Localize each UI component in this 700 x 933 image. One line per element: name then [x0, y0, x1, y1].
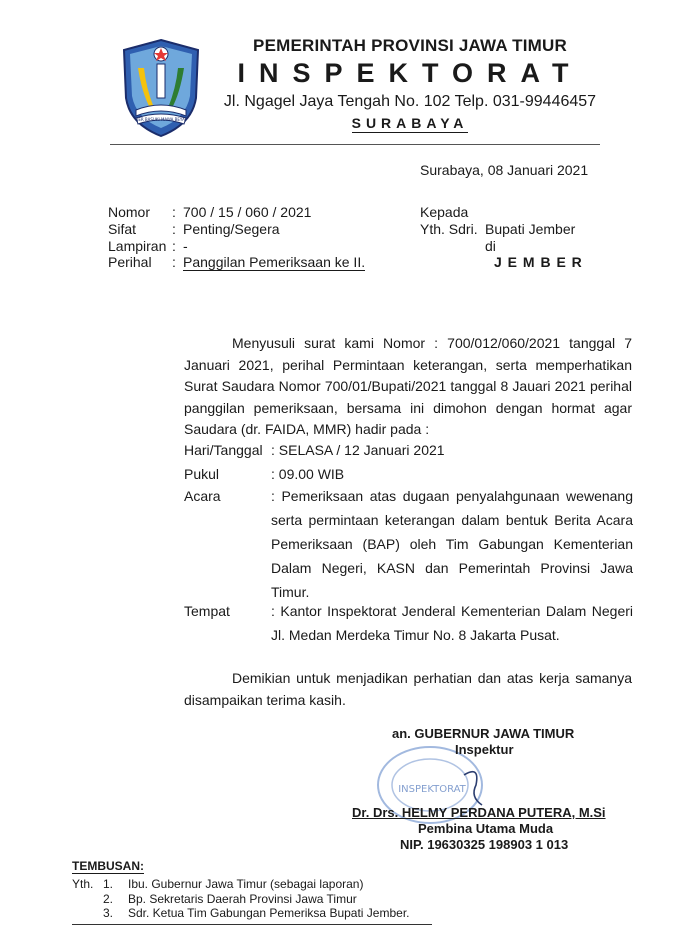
lampiran-label: Lampiran [108, 238, 167, 254]
tembusan-num: 2. [103, 892, 114, 906]
sifat-colon: : [172, 221, 176, 237]
signatory-rank: Pembina Utama Muda [418, 821, 554, 836]
perihal-value: Panggilan Pemeriksaan ke II. [183, 254, 366, 270]
tembusan-item: Sdr. Ketua Tim Gabungan Pemeriksa Bupati Jember. [128, 906, 410, 920]
tembusan-item: Ibu. Gubernur Jawa Timur (sebagai laporan) [128, 877, 364, 891]
pukul-label: Pukul [184, 466, 220, 482]
nomor-label: Nomor [108, 204, 151, 220]
svg-text:JER BASUKI MAWA BEYA: JER BASUKI MAWA BEYA [137, 117, 185, 122]
tembusan-title: TEMBUSAN: [72, 859, 144, 873]
tembusan-yth: Yth. [72, 877, 94, 891]
sign-on-behalf: an. GUBERNUR JAWA TIMUR [392, 726, 575, 741]
letterhead-address: Jl. Ngagel Jaya Tengah No. 102 Telp. 031-99446457 [223, 93, 597, 110]
recipient-kepada: Kepada [420, 204, 469, 220]
nomor-colon: : [172, 204, 176, 220]
sifat-value: Penting/Segera [183, 221, 280, 237]
hari-label: Hari/Tanggal [184, 442, 263, 458]
letterhead-agency: INSPEKTORAT [237, 58, 583, 88]
signatory-nip: NIP. 19630325 198903 1 013 [400, 837, 569, 852]
acara-label: Acara [184, 488, 221, 504]
recipient-yth: Yth. Sdri. [420, 221, 478, 237]
tembusan-underline [72, 924, 432, 925]
provincial-crest-logo [120, 38, 202, 138]
lampiran-value: - [183, 238, 188, 254]
sifat-label: Sifat [108, 221, 137, 237]
letterhead-city: SURABAYA [351, 115, 469, 131]
body-intro-paragraph: Menyusuli surat kami Nomor : 700/012/060/2021 tanggal 7 Januari 2021, perihal Permintaan keterangan, serta memperhatikan Surat Saudara Nomor 700/01/Bupati/2021 tanggal 8 Jauari 2021 perihal panggilan pemeriksaan, bersama ini dimohon dengan hormat agar Saudara (dr. FAIDA, MMR) hadir pada : [184, 335, 632, 437]
tembusan-item: Bp. Sekretaris Daerah Provinsi Jawa Timur [128, 892, 357, 906]
tembusan-num: 1. [103, 877, 114, 891]
recipient-name: Bupati Jember [485, 221, 576, 237]
perihal-label: Perihal [108, 254, 152, 270]
perihal-colon: : [172, 254, 176, 270]
lampiran-colon: : [172, 238, 176, 254]
sign-role: Inspektur [455, 742, 514, 757]
letterhead-divider [110, 144, 600, 145]
tembusan-num: 3. [103, 906, 114, 920]
acara-value: : Pemeriksaan atas dugaan penyalahgunaan wewenang serta permintaan keterangan dalam bentuk Berita Acara Pemeriksaan (BAP) oleh Tim Gabungan Kementerian Dalam Negeri, KASN dan Pemerintah Provinsi Jawa Timur. [271, 488, 633, 600]
tempat-label: Tempat [184, 603, 230, 619]
recipient-place: J E M B E R [494, 254, 583, 270]
recipient-di: di [485, 238, 496, 254]
signatory-name: Dr. Drs. HELMY PERDANA PUTERA, M.Si [352, 805, 606, 820]
hari-value: : SELASA / 12 Januari 2021 [271, 442, 445, 458]
svg-text:INSPEKTORAT: INSPEKTORAT [398, 784, 466, 795]
letterhead-government: PEMERINTAH PROVINSI JAWA TIMUR [253, 36, 567, 55]
closing-paragraph: Demikian untuk menjadikan perhatian dan atas kerja samanya disampaikan terima kasih. [184, 670, 632, 708]
tempat-value: : Kantor Inspektorat Jenderal Kementerian Dalam Negeri Jl. Medan Merdeka Timur No. 8 Jakarta Pusat. [271, 603, 633, 643]
nomor-value: 700 / 15 / 060 / 2021 [183, 204, 312, 220]
pukul-value: : 09.00 WIB [271, 466, 345, 482]
letter-date: Surabaya, 08 Januari 2021 [420, 162, 589, 178]
